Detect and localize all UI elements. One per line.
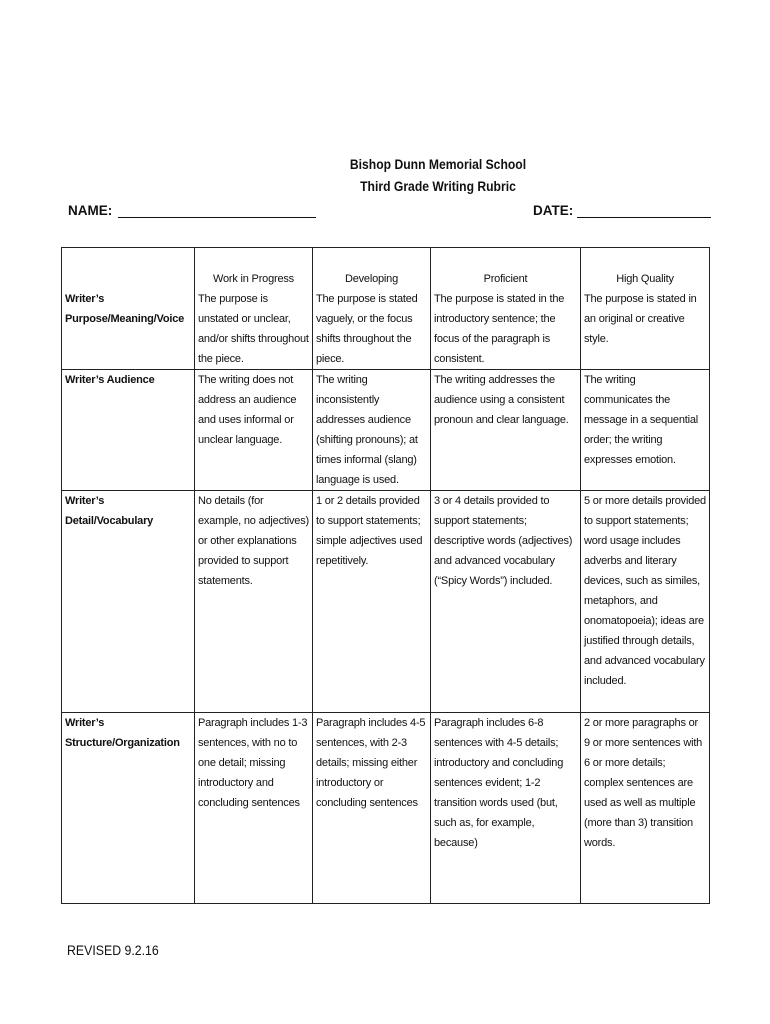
table-row	[62, 491, 710, 713]
rubric-subtitle: Third Grade Writing Rubric	[360, 179, 516, 194]
header-row	[62, 248, 710, 290]
date-label: DATE:	[533, 203, 574, 218]
name-label: NAME:	[68, 203, 113, 218]
criterion-detail-vocabulary: Writer’s Detail/Vocabulary	[62, 491, 195, 713]
criterion-purpose: Writer’s Purpose/Meaning/Voice	[62, 289, 195, 370]
criterion-structure-organization: Writer’s Structure/Organization	[62, 713, 195, 904]
name-field[interactable]	[68, 202, 316, 218]
table-cell: The purpose is unstated or unclear, and/or shifts throughout the piece.	[195, 289, 313, 370]
table-cell: 1 or 2 details provided to support statements; simple adjectives used repetitively.	[313, 491, 431, 713]
header-cell-blank	[62, 248, 195, 290]
criterion-audience: Writer’s Audience	[62, 370, 195, 491]
table-cell: The writing inconsistently addresses audience (shifting pronouns); at times informal (slang) language is used.	[313, 370, 431, 491]
header-work-in-progress: Work in Progress	[195, 248, 313, 290]
table-cell: 5 or more details provided to support statements; word usage includes adverbs and literary devices, such as similes, metaphors, and onomatopoeia); ideas are justified through details, and advanced vocabulary included.	[581, 491, 710, 713]
header-high-quality: High Quality	[581, 248, 710, 290]
header-proficient: Proficient	[431, 248, 581, 290]
table-cell: Paragraph includes 1-3 sentences, with no to one detail; missing introductory and concluding sentences	[195, 713, 313, 904]
date-blank-line[interactable]	[577, 202, 711, 218]
table-row	[62, 370, 710, 491]
school-name: Bishop Dunn Memorial School	[349, 157, 527, 172]
table-cell: The purpose is stated vaguely, or the focus shifts throughout the piece.	[313, 289, 431, 370]
table-row	[62, 289, 710, 370]
header-developing: Developing	[313, 248, 431, 290]
table-cell: No details (for example, no adjectives) or other explanations provided to support statements.	[195, 491, 313, 713]
document-title	[44, 154, 770, 198]
table-cell: The writing addresses the audience using a consistent pronoun and clear language.	[431, 370, 581, 491]
revision-note: REVISED 9.2.16	[67, 942, 159, 958]
table-cell: 3 or 4 details provided to support statements; descriptive words (adjectives) and advanced vocabulary (“Spicy Words”) included.	[431, 491, 581, 713]
table-cell: The writing communicates the message in a sequential order; the writing expresses emotion.	[581, 370, 710, 491]
table-cell: Paragraph includes 6-8 sentences with 4-5 details; introductory and concluding sentences evident; 1-2 transition words used (but, such as, for example, because)	[431, 713, 581, 904]
table-cell: The purpose is stated in an original or creative style.	[581, 289, 710, 370]
table-cell: 2 or more paragraphs or 9 or more sentences with 6 or more details; complex sentences are used as well as multiple (more than 3) transition words.	[581, 713, 710, 904]
date-field[interactable]	[533, 202, 711, 218]
table-cell: Paragraph includes 4-5 sentences, with 2-3 details; missing either introductory or concluding sentences	[313, 713, 431, 904]
rubric-table	[61, 247, 710, 904]
table-row	[62, 713, 710, 904]
table-cell: The purpose is stated in the introductory sentence; the focus of the paragraph is consistent.	[431, 289, 581, 370]
name-blank-line[interactable]	[118, 202, 316, 218]
table-cell: The writing does not address an audience and uses informal or unclear language.	[195, 370, 313, 491]
